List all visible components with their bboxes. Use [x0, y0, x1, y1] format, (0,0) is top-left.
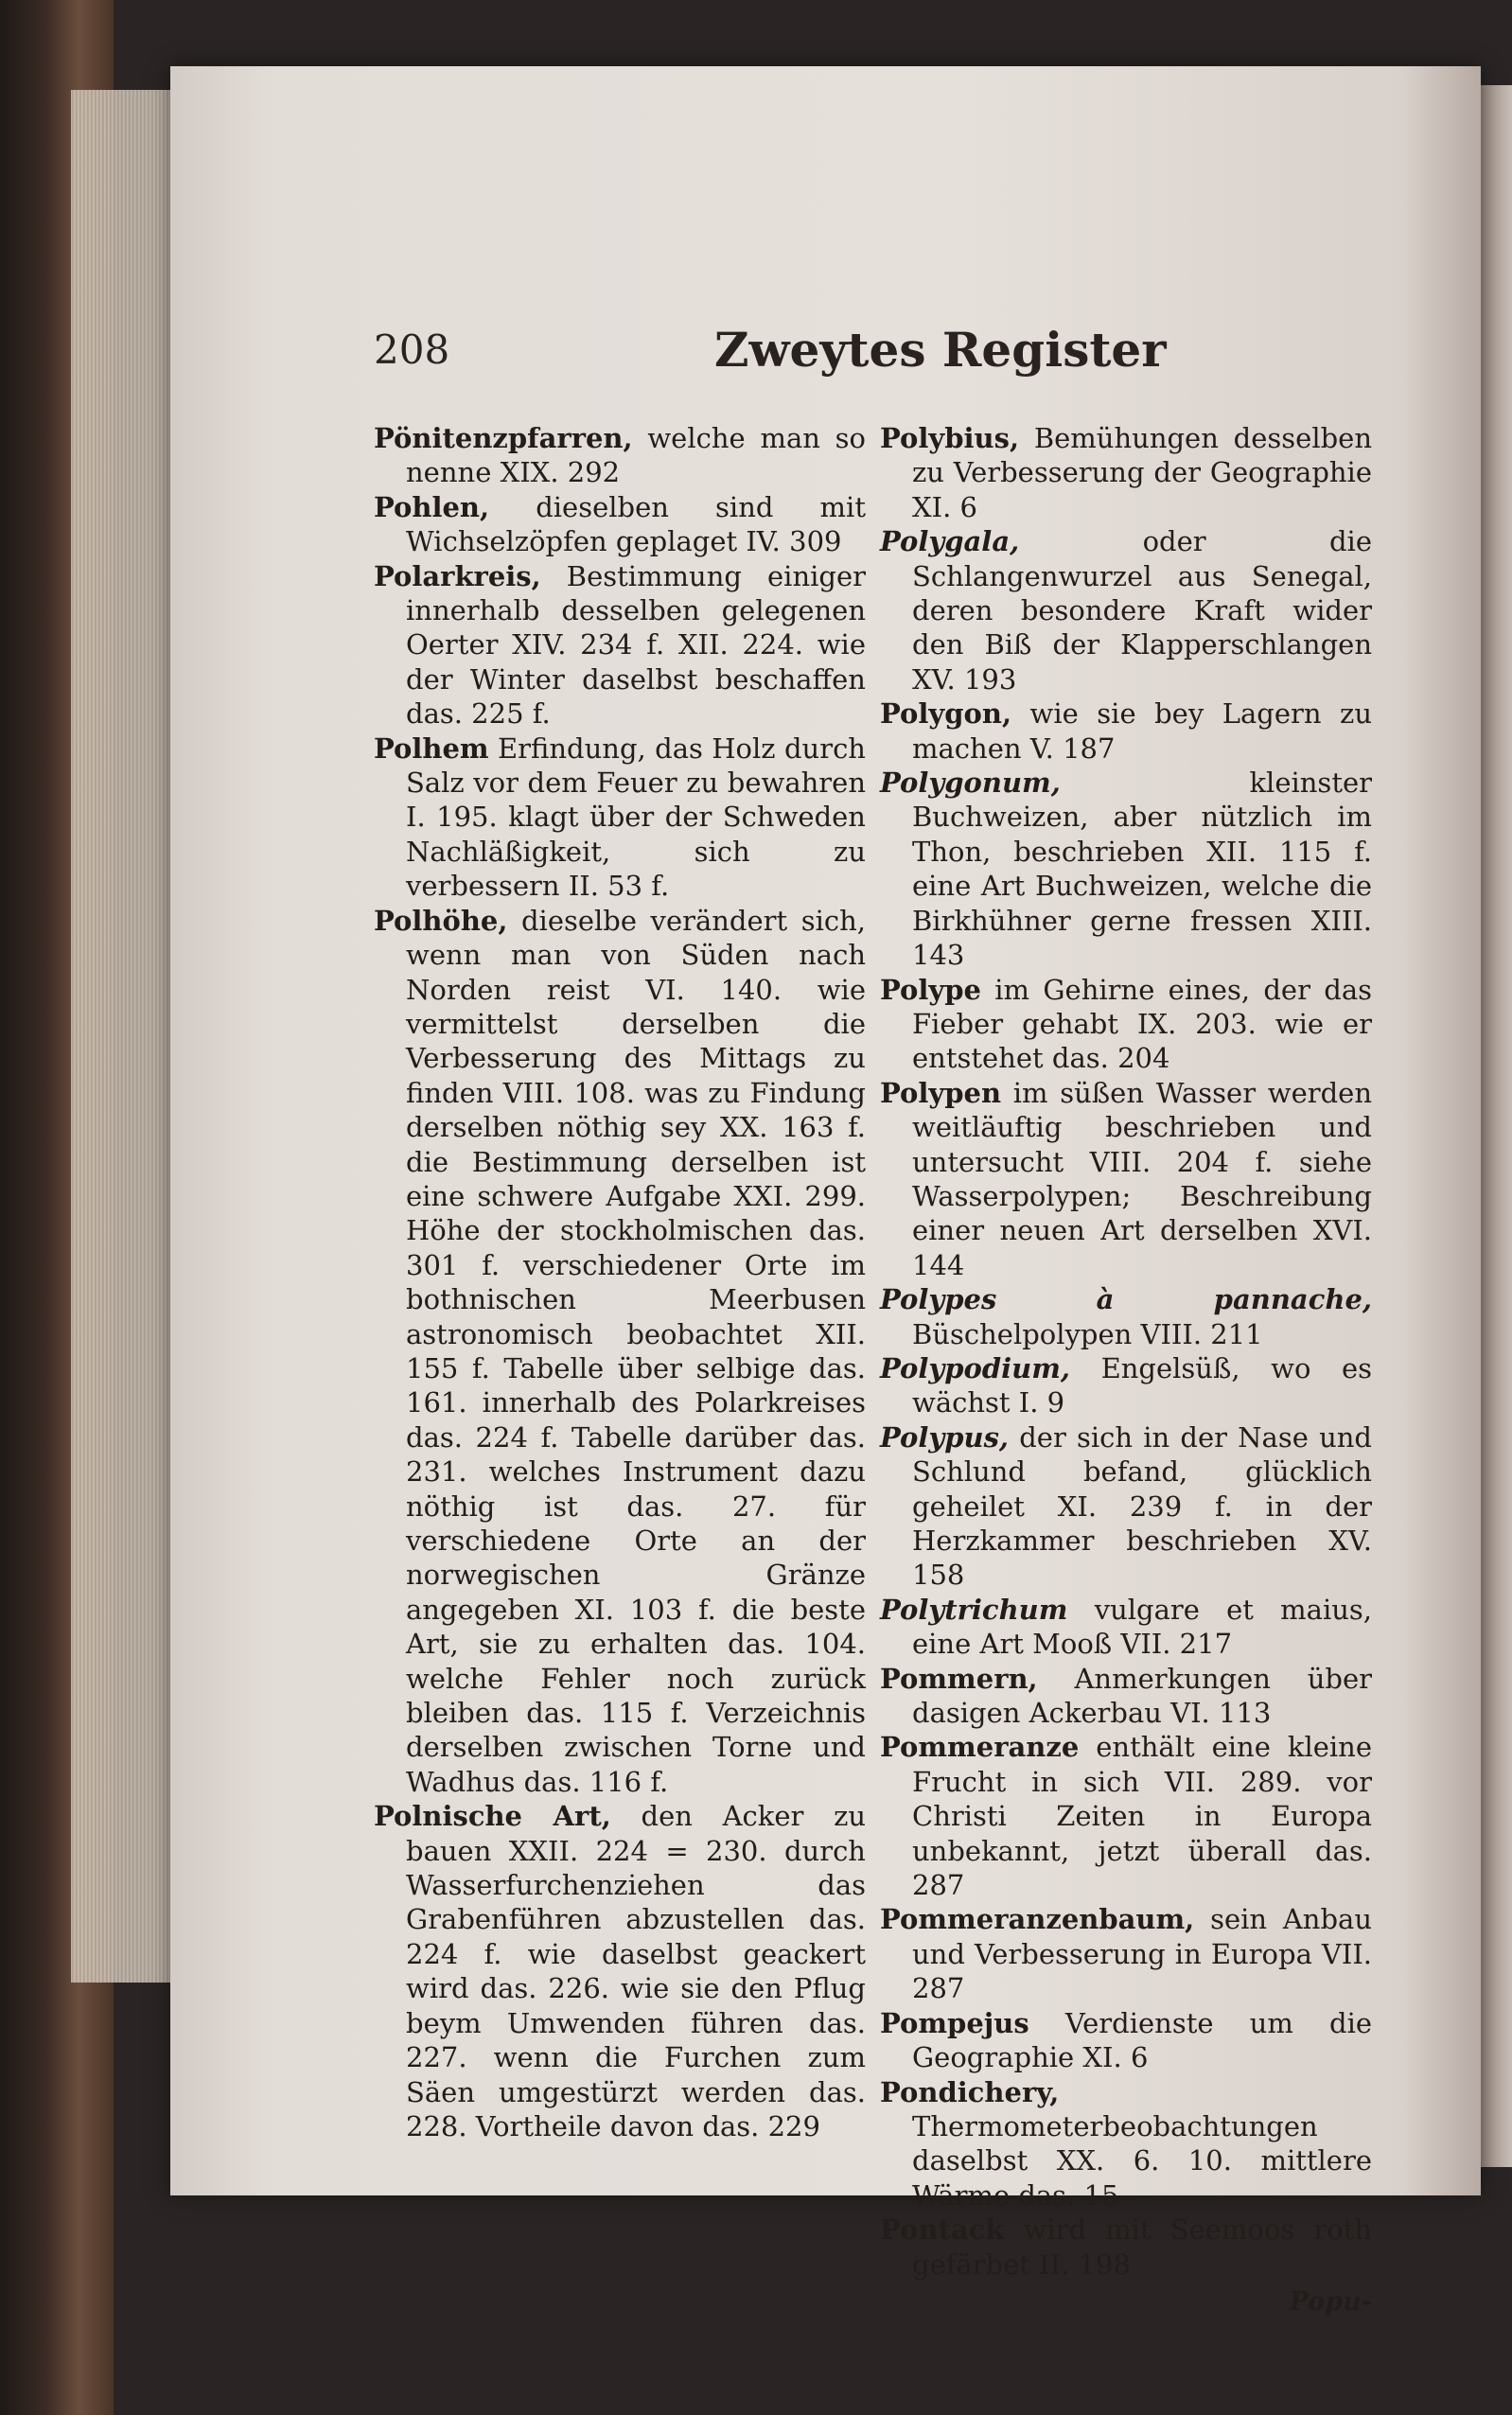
entry-body: wie sie bey Lagern zu machen V. 187	[912, 697, 1372, 765]
index-entry	[880, 1593, 1372, 1662]
catchword: Popu-	[1289, 2286, 1372, 2317]
entry-head: Pommeranze	[880, 1731, 1080, 1764]
entry-head: Polygonum,	[880, 767, 1061, 800]
entry-body: Bestimmung einiger innerhalb desselben gelegenen Oerter XIV. 234 f. XII. 224. wie der Winter daselbst beschaffen das. 225 f.	[406, 559, 866, 731]
entry-head: Polypes à pannache,	[880, 1283, 1372, 1316]
page-title: Zweytes Register	[714, 322, 1167, 378]
index-entry	[374, 559, 866, 732]
entry-body: dieselbe verändert sich, wenn man von Süden nach Norden reist VI. 140. wie vermittelst derselben die Verbesserung des Mittags zu finden VIII. 108. was zu Findung derselben nöthig sey XX. 163 f. die Bestimmung derselben ist eine schwere Aufgabe XXI. 299. Höhe der stockholmischen das. 301 f. verschiedener Orte im bothnischen Meerbusen astronomisch beobachtet XII. 155 f. Tabelle über selbige das. 161. innerhalb des Polarkreises das. 224 f. Tabelle darüber das. 231. welches Instrument dazu nöthig ist das. 27. für verschiedene Orte an der norwegischen Gränze angegeben XI. 103 f. die beste Art, sie zu erhalten das. 104. welche Fehler noch zurück bleiben das. 115 f. Verzeichnis derselben zwischen Torne und Wadhus das. 116 f.	[406, 904, 866, 1798]
entry-body: im süßen Wasser werden weitläuftig beschrieben und untersucht VIII. 204 f. siehe Wasserpolypen; Beschreibung einer neuen Art derselben XVI. 144	[912, 1076, 1372, 1281]
index-entry	[880, 973, 1372, 1076]
entry-body: dieselben sind mit Wichselzöpfen geplaget IV. 309	[406, 490, 866, 558]
entry-head: Pontack	[880, 2213, 1005, 2247]
entry-body: wird mit Seemoos roth gefärbet II. 198	[912, 2213, 1372, 2281]
index-entry	[374, 904, 866, 1800]
index-entry	[880, 421, 1372, 524]
index-entry	[880, 1076, 1372, 1282]
index-entry	[374, 490, 866, 559]
entry-head: Polybius,	[880, 422, 1020, 454]
entry-body: welche man so nenne XIX. 292	[406, 422, 866, 489]
index-entry	[880, 2006, 1372, 2075]
entry-head: Polygala,	[880, 525, 1020, 558]
entry-head: Polytrichum	[880, 1593, 1068, 1626]
index-entry	[880, 696, 1372, 766]
entry-body: vulgare et maius, eine Art Mooß VII. 217	[912, 1593, 1373, 1661]
left-column	[374, 421, 866, 2143]
entry-body: den Acker zu bauen XXII. 224 = 230. durch Wasserfurchenziehen das Grabenführen abzustellen das. 224 f. wie daselbst geackert wird das. 226. wie sie den Pflug beym Umwenden führen das. 227. wenn die Furchen zum Säen umgestürzt werden das. 228. Vortheile davon das. 229	[406, 1800, 867, 2142]
index-entry	[880, 2212, 1372, 2282]
index-entry	[880, 1351, 1372, 1420]
entry-head: Pönitenzpfarren,	[374, 422, 633, 454]
entry-head: Pommern,	[880, 1662, 1038, 1695]
entry-body: Bemühungen desselben zu Verbesserung der Geographie XI. 6	[912, 422, 1372, 523]
entry-head: Pompejus	[880, 2006, 1029, 2039]
index-entry	[880, 1420, 1372, 1593]
entry-head: Polype	[880, 973, 981, 1006]
entry-head: Polypen	[880, 1076, 1002, 1109]
entry-body: Verdienste um die Geographie XI. 6	[912, 2006, 1373, 2074]
entry-head: Pohlen,	[374, 490, 490, 523]
entry-head: Pondichery,	[880, 2075, 1060, 2108]
entry-body: Anmerkungen über dasigen Ackerbau VI. 113	[912, 1662, 1372, 1730]
entry-body: enthält eine kleine Frucht in sich VII. 289. vor Christi Zeiten in Europa unbekannt, jetzt überall das. 287	[912, 1731, 1372, 1902]
entry-head: Polnische Art,	[374, 1800, 611, 1833]
entry-body: Erfindung, das Holz durch Salz vor dem Feuer zu bewahren I. 195. klagt über der Schweden Nachläßigkeit, sich zu verbessern II. 53 f.	[406, 732, 866, 903]
book-page	[170, 66, 1481, 2317]
page-stack	[71, 90, 175, 1983]
entry-head: Polypodium,	[880, 1351, 1071, 1384]
index-entry	[880, 1730, 1372, 1902]
entry-head: Pommeranzenbaum,	[880, 1903, 1195, 1936]
index-entry	[374, 421, 866, 490]
entry-head: Polhem	[374, 732, 489, 765]
index-entry	[880, 2075, 1372, 2213]
entry-body: Büschelpolypen VIII. 211	[912, 1317, 1263, 1350]
entry-body: Thermometerbeobachtungen daselbst XX. 6. 10. mittlere Wärme das. 15	[912, 2109, 1372, 2212]
right-column	[880, 421, 1372, 2319]
entry-body: sein Anbau und Verbesserung in Europa VII. 287	[912, 1903, 1372, 2005]
entry-head: Polarkreis,	[374, 559, 541, 592]
entry-head: Polygon,	[880, 697, 1012, 731]
index-entry	[880, 1662, 1372, 1731]
index-entry	[374, 732, 866, 904]
entry-body: Engelsüß, wo es wächst I. 9	[912, 1351, 1372, 1419]
entry-body: kleinster Buchweizen, aber nützlich im Thon, beschrieben XII. 115 f. eine Art Buchweizen, welche die Birkhühner gerne fressen XIII. 143	[912, 767, 1372, 972]
index-entry	[880, 766, 1372, 972]
running-head	[170, 256, 1481, 378]
entry-body: der sich in der Nase und Schlund befand, glücklich geheilet XI. 239 f. in der Herzkammer beschrieben XV. 158	[912, 1420, 1372, 1592]
index-entry	[880, 1902, 1372, 2005]
index-entry	[880, 524, 1372, 696]
entry-body: im Gehirne eines, der das Fieber gehabt IX. 203. wie er entstehet das. 204	[912, 973, 1372, 1075]
page-number: 208	[374, 326, 450, 373]
index-entry	[880, 1282, 1372, 1351]
index-entry	[374, 1799, 866, 2143]
entry-head: Polypus,	[880, 1420, 1010, 1454]
entry-body: oder die Schlangenwurzel aus Senegal, deren besondere Kraft wider den Biß der Klapperschlangen XV. 193	[912, 525, 1372, 696]
entry-head: Polhöhe,	[374, 904, 508, 937]
